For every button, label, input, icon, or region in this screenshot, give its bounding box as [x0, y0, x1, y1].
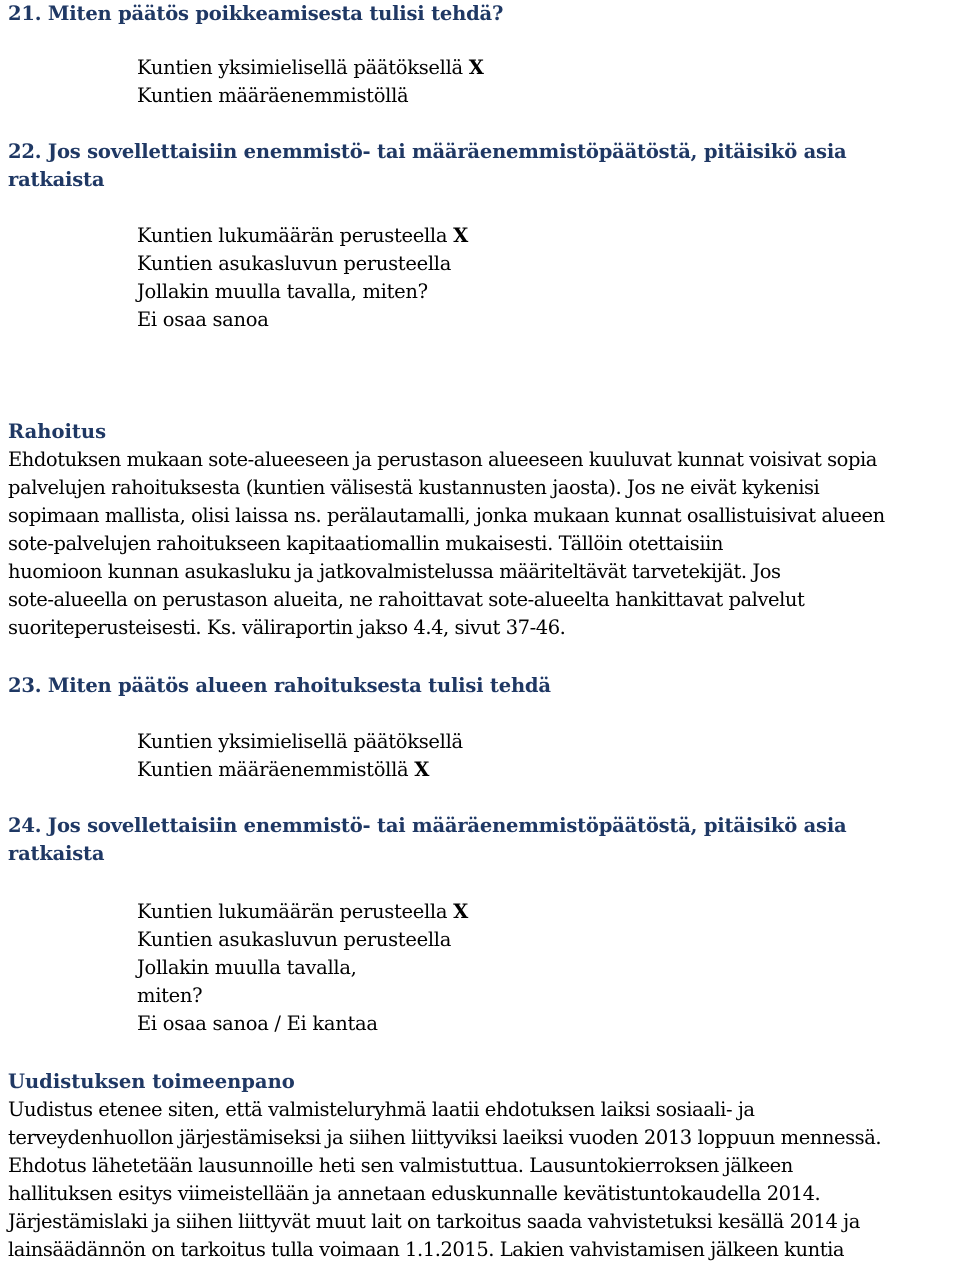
question-22-option-3: [137, 278, 428, 306]
question-22-option-1: [137, 222, 468, 250]
option-label: miten?: [137, 984, 203, 1007]
question-24-title-line-1: 24. Jos sovellettaisiin enemmistö- tai määräenemmistöpäätöstä, pitäisikö asia: [8, 814, 847, 837]
question-23-option-2: [137, 756, 429, 784]
option-label: Kuntien lukumäärän perusteella: [137, 224, 448, 247]
question-24-option-4: [137, 982, 202, 1010]
rahoitus-paragraph-line: sopimaan mallista, olisi laissa ns. perälautamalli, jonka mukaan kunnat osallistuisivat alueen: [8, 504, 885, 527]
rahoitus-paragraph-line: huomioon kunnan asukasluku ja jatkovalmistelussa määriteltävät tarvetekijät. Jos: [8, 560, 781, 583]
question-23-title: 23. Miten päätös alueen rahoituksesta tulisi tehdä: [8, 674, 551, 697]
selected-mark: X: [468, 56, 484, 79]
question-24-option-1: [137, 898, 468, 926]
option-label: Jollakin muulla tavalla,: [137, 956, 357, 979]
question-22-title-line-2: ratkaista: [8, 168, 105, 191]
option-label: Kuntien asukasluvun perusteella: [137, 928, 452, 951]
option-label: Ei osaa sanoa / Ei kantaa: [137, 1012, 378, 1035]
rahoitus-paragraph-line: Ehdotuksen mukaan sote-alueeseen ja perustason alueeseen kuuluvat kunnat voisivat sopia: [8, 448, 877, 471]
question-21-title: 21. Miten päätös poikkeamisesta tulisi tehdä?: [8, 2, 504, 25]
rahoitus-paragraph-line: sote-palvelujen rahoitukseen kapitaatiomallin mukaisesti. Tällöin otettaisiin: [8, 532, 724, 555]
selected-mark: X: [453, 900, 468, 923]
selected-mark: X: [414, 758, 430, 781]
question-24-option-5: [137, 1010, 378, 1038]
option-label: Kuntien määräenemmistöllä: [137, 758, 409, 781]
selected-mark: X: [453, 224, 468, 247]
question-22-title-line-1: 22. Jos sovellettaisiin enemmistö- tai määräenemmistöpäätöstä, pitäisikö asia: [8, 140, 847, 163]
question-24-option-2: [137, 926, 451, 954]
question-24-option-3: [137, 954, 357, 982]
option-label: Kuntien asukasluvun perusteella: [137, 252, 452, 275]
rahoitus-paragraph-line: sote-alueella on perustason alueita, ne rahoittavat sote-alueelta hankittavat palvelut: [8, 588, 805, 611]
option-label: Ei osaa sanoa: [137, 308, 269, 331]
toimeenpano-paragraph-line: lainsäädännön on tarkoitus tulla voimaan 1.1.2015. Lakien vahvistamisen jälkeen kuntia: [8, 1238, 845, 1261]
option-label: Kuntien yksimielisellä päätöksellä: [137, 730, 463, 753]
toimeenpano-paragraph-line: Järjestämislaki ja siihen liittyvät muut lait on tarkoitus saada vahvistetuksi kesällä 2014 ja: [8, 1210, 860, 1233]
question-21-option-1: [137, 54, 484, 82]
option-label: Kuntien yksimielisellä päätöksellä: [137, 56, 463, 79]
rahoitus-paragraph-line: palvelujen rahoituksesta (kuntien välisestä kustannusten jaosta). Jos ne eivät kykenisi: [8, 476, 820, 499]
option-label: Kuntien määräenemmistöllä: [137, 84, 409, 107]
rahoitus-paragraph-line: suoriteperusteisesti. Ks. väliraportin jakso 4.4, sivut 37-46.: [8, 616, 566, 639]
option-label: Jollakin muulla tavalla, miten?: [137, 280, 428, 303]
question-22-option-4: [137, 306, 269, 334]
toimeenpano-paragraph-line: hallituksen esitys viimeistellään ja annetaan eduskunnalle kevätistuntokaudella 2014.: [8, 1182, 821, 1205]
toimeenpano-paragraph-line: Uudistus etenee siten, että valmisteluryhmä laatii ehdotuksen laiksi sosiaali- ja: [8, 1098, 755, 1121]
toimeenpano-paragraph-line: Ehdotus lähetetään lausunnoille heti sen valmistuttua. Lausuntokierroksen jälkeen: [8, 1154, 793, 1177]
question-21-option-2: [137, 82, 408, 110]
section-heading-rahoitus: Rahoitus: [8, 420, 107, 443]
section-heading-toimeenpano: Uudistuksen toimeenpano: [8, 1070, 295, 1093]
question-24-title-line-2: ratkaista: [8, 842, 105, 865]
option-label: Kuntien lukumäärän perusteella: [137, 900, 448, 923]
toimeenpano-paragraph-line: terveydenhuollon järjestämiseksi ja siihen liittyviksi laeiksi vuoden 2013 loppuun mennessä.: [8, 1126, 882, 1149]
question-22-option-2: [137, 250, 451, 278]
question-23-option-1: [137, 728, 463, 756]
